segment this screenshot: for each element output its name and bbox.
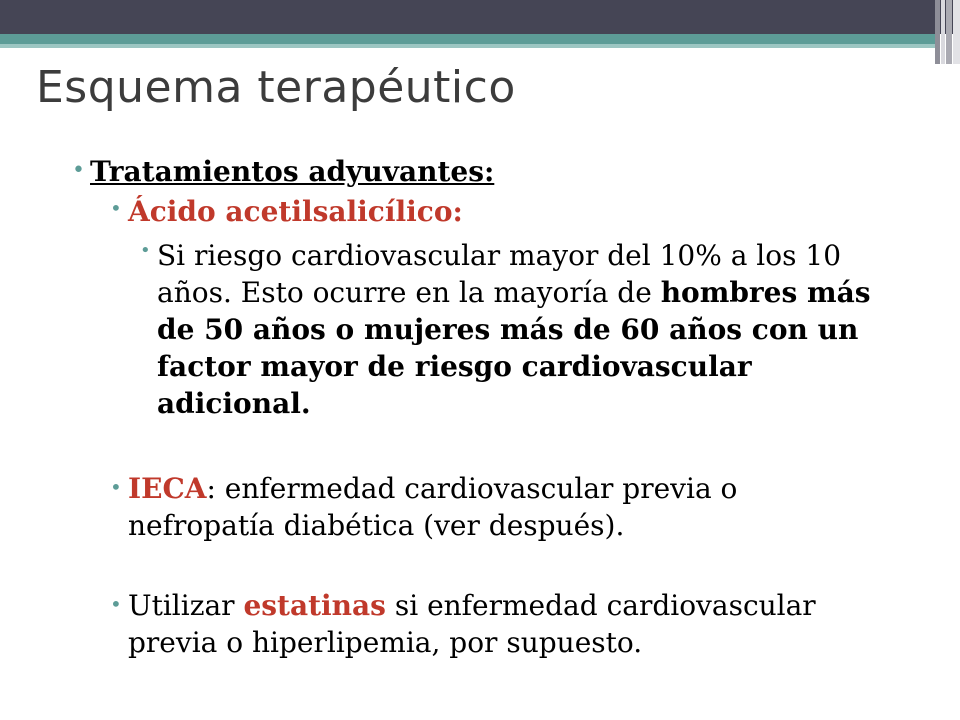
header-bar — [0, 0, 960, 34]
ribbon-decoration — [941, 0, 945, 64]
slide-title: Esquema terapéutico — [36, 62, 516, 113]
bullet-icon: • — [140, 240, 151, 261]
bullet-icon: • — [110, 592, 122, 616]
ribbon-decoration — [935, 0, 940, 64]
ieca-item: IECA: enfermedad cardiovascular previa o nefropatía diabética (ver después). — [128, 472, 738, 542]
statin-item: Utilizar estatinas si enfermedad cardiovascular previa o hiperlipemia, por supuesto. — [128, 589, 816, 659]
header-decoration-line — [575, 48, 888, 50]
bullet-icon: • — [110, 196, 122, 220]
bullet-icon: • — [72, 158, 85, 183]
aas-description: Si riesgo cardiovascular mayor del 10% a los 10 años. Esto ocurre en la mayoría de hombres más de 50 años o mujeres más de 60 años con un factor mayor de riesgo cardiovascular adicional. — [157, 239, 871, 420]
header-decoration-line — [778, 60, 938, 63]
header-accent-stripe — [0, 34, 935, 44]
ribbon-decoration — [953, 0, 960, 64]
aas-heading: Ácido acetilsalicílico: — [128, 195, 463, 228]
section-heading: Tratamientos adyuvantes: — [90, 155, 495, 188]
bullet-icon: • — [110, 475, 122, 499]
ribbon-decoration — [946, 0, 952, 64]
